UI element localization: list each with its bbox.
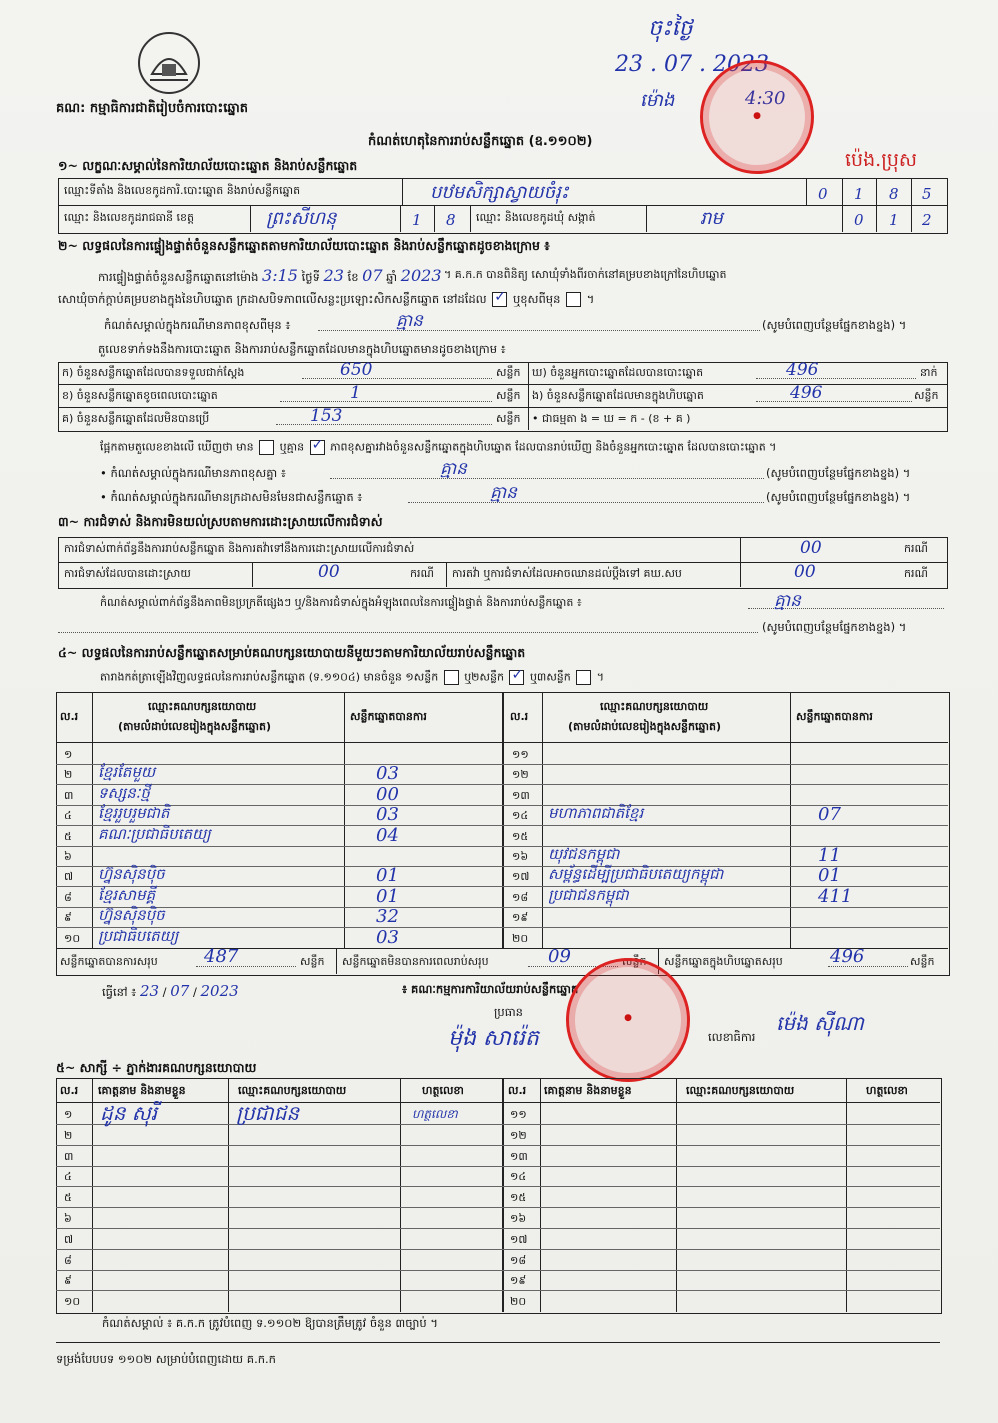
results-no-header-left: ល.រ xyxy=(60,710,79,723)
results-party-votes: 04 xyxy=(376,825,399,846)
three-sheet-label: ឬ៣សន្លឹក xyxy=(529,670,571,684)
witness-row-number: ២ xyxy=(64,1129,73,1142)
total-box-unit: សន្លឹក xyxy=(910,955,935,968)
results-party-name: ខ្មែរតែមួយ xyxy=(98,763,156,781)
total-invalid-value: 09 xyxy=(548,946,571,967)
witness-row-number: ៨ xyxy=(64,1254,72,1267)
witness-row-divider xyxy=(56,1270,940,1271)
results-row-number: ១៣ xyxy=(512,789,530,802)
spoiled-value: 1 xyxy=(350,383,361,403)
witness-row-number: ៧ xyxy=(64,1233,74,1246)
check-day-text: ថ្ងៃទី xyxy=(301,270,320,284)
commune-code-digit-2: 1 xyxy=(889,211,899,229)
province-code-digit-2: 8 xyxy=(446,211,456,229)
check-time-text: ការផ្ទៀងផ្ទាត់ចំនួនសន្លឹកឆ្នោតនៅម៉ោង xyxy=(98,270,259,284)
stamp-time: 4:30 xyxy=(745,88,786,109)
voters-label: ឃ) ចំនួនអ្នកបោះឆ្នោតដែលបានបោះឆ្នោត xyxy=(532,366,704,379)
witness-row-number: ១៤ xyxy=(510,1170,527,1183)
witness-row-divider xyxy=(56,1186,940,1187)
results-row-number: ៤ xyxy=(64,809,72,822)
irregularities-label: កំណត់សម្គាល់ពាក់ព័ន្ធនឹងភាពមិនប្រក្រតីផ្សេងៗ ឬ/និងការជំទាស់ក្នុងអំឡុងពេលនៃការផ្ទៀងផ្ទាត់ និងការរាប់សន្លឹកឆ្នោត ៖ xyxy=(100,596,582,609)
results-party-name: ខ្មែររួបរួមជាតិ xyxy=(98,804,170,822)
results-party-name: មហាភាពជាតិខ្មែរ xyxy=(548,804,644,822)
two-sheet-checkbox[interactable] xyxy=(509,670,524,685)
results-party-votes: 01 xyxy=(376,886,399,907)
witness1-name: ដូន សុរី xyxy=(100,1101,158,1125)
seal-status-text: សោឃុំចាក់ក្ដាប់គម្របខាងក្នុងនៃហិបឆ្នោត ក្រដាសបិទភាពលើសន្លះប្រឡោះសិកសន្លឹកឆ្នោត នៅដដែល xyxy=(58,292,487,306)
stamp-time-label: ម៉ោង xyxy=(640,90,675,111)
results-row-number: ១៤ xyxy=(512,809,529,822)
received-unit: សន្លឹក xyxy=(496,366,521,379)
location-code-digit-1: 0 xyxy=(818,185,828,203)
check-month-text: ខែ xyxy=(347,270,359,284)
witness-row-divider xyxy=(56,1228,940,1229)
stamp-date: 23 . 07 . 2023 xyxy=(615,52,769,77)
official-seal-bottom: ● xyxy=(566,958,690,1082)
official-seal-top: ● xyxy=(700,60,814,174)
three-sheet-checkbox[interactable] xyxy=(576,670,591,685)
formula-note: • ជាធម្មតា ង = ឃ = ក - (ខ + គ ) xyxy=(532,412,691,425)
witness-row-divider xyxy=(56,1166,940,1167)
has-difference-checkbox[interactable] xyxy=(259,440,274,455)
results-party-name: ទស្សនៈថ្មី xyxy=(98,784,150,802)
witness-row-number: ៥ xyxy=(64,1191,72,1204)
results-row-number: ២ xyxy=(64,768,73,781)
witness-party-header-right: ឈ្មោះគណបក្សនយោបាយ xyxy=(686,1084,795,1097)
results-party-votes: 11 xyxy=(818,845,841,866)
commune-code-digit-3: 2 xyxy=(922,211,932,229)
location-code-digit-3: 8 xyxy=(889,185,899,203)
results-row-number: ២០ xyxy=(512,932,529,945)
witness1-party: ប្រជាជន xyxy=(236,1101,300,1125)
total-valid-unit: សន្លឹក xyxy=(300,955,325,968)
commune-label: ឈ្មោះ និងលេខកូដឃុំ សង្កាត់ xyxy=(476,211,596,224)
irregularities-hint: (សូមបំពេញបន្ថែមផ្នែកខាងខ្នង) ។ xyxy=(762,620,907,634)
no-difference-label: ឬគ្មាន xyxy=(279,440,305,454)
witness-sign-header-left: ហត្ថលេខា xyxy=(422,1084,464,1097)
witness-row-number: ១៧ xyxy=(510,1233,528,1246)
results-row-number: ១៧ xyxy=(512,870,530,883)
witness-row-number: ១២ xyxy=(510,1129,527,1142)
check-month: 07 xyxy=(362,266,383,285)
location-code-digit-2: 1 xyxy=(854,185,864,203)
results-row-number: ៣ xyxy=(64,789,74,802)
results-party-name: ខ្មែរសាមគ្គី xyxy=(98,886,156,904)
results-party-votes: 32 xyxy=(376,906,399,927)
section2-title: ២~ លទ្ធផលនៃការផ្ទៀងផ្ទាត់ចំនួនសន្លឹកឆ្នោតតាមការិយាល័យបោះឆ្នោត និងរាប់សន្លឹកឆ្នោតដូចខាងក្រោម ៖ xyxy=(58,238,550,253)
results-row-number: ១២ xyxy=(512,768,529,781)
province-label: ឈ្មោះ និងលេខកូដរាជធានី ខេត្ត xyxy=(64,211,194,224)
irregularities-value: គ្មាន xyxy=(774,591,801,611)
commune-value: រាម xyxy=(700,208,723,229)
results-row-number: ៦ xyxy=(64,850,72,863)
resolved-value: 00 xyxy=(318,562,340,582)
results-party-name: ហ្វ៊ុនស៊ិនប៉ិច xyxy=(98,865,165,883)
witness-row-number: ១១ xyxy=(510,1108,527,1121)
voters-value: 496 xyxy=(786,360,819,380)
in-box-value: 496 xyxy=(790,383,823,403)
resolved-unit: ករណី xyxy=(410,567,434,580)
unused-value: 153 xyxy=(310,406,343,426)
in-box-unit: សន្លឹក xyxy=(914,389,939,402)
emblem-icon xyxy=(140,34,198,92)
section1-title: ១~ លក្ខណៈសម្គាល់នៃការិយាល័យបោះឆ្នោត និងរាប់សន្លឹកឆ្នោត xyxy=(58,158,358,173)
results-sheet-count-line: តារាងកត់ត្រាឡើងវិញលទ្ធផលនៃការរាប់សន្លឹកឆ្នោត (ទ.១១០៤) មានចំនួន ១សន្លឹក ឬ២សន្លឹក ✓ ឬ៣សន្លឹក ។ xyxy=(100,670,604,687)
secretary-label: លេខាធិការ xyxy=(708,1030,756,1044)
results-row-number: ១៦ xyxy=(512,850,529,863)
secretary-signature: ម៉េង ស៊ីណា xyxy=(776,1011,864,1035)
results-row-number: ១៩ xyxy=(512,911,529,924)
witness-no-header-left: ល.រ xyxy=(60,1084,79,1097)
voters-unit: នាក់ xyxy=(920,366,938,379)
form-footer: ទម្រង់បែបបទ ១១០២ សម្រាប់បំពេញដោយ គ.ក.ក xyxy=(56,1352,276,1366)
commission-name: គណ: កម្មាធិការជាតិរៀបចំការបោះឆ្នោត xyxy=(56,101,248,116)
results-party-header-left: ឈ្មោះគណបក្សនយោបាយ xyxy=(148,700,257,713)
check-year: 2023 xyxy=(400,266,442,285)
total-invalid-label: សន្លឹកឆ្នោតមិនបានការពេលរាប់សរុប xyxy=(342,955,489,968)
results-party-votes: 01 xyxy=(376,865,399,886)
witness-sign-header-right: ហត្ថលេខា xyxy=(866,1084,908,1097)
made-on-year: 2023 xyxy=(200,982,239,1000)
results-row-divider xyxy=(502,927,948,928)
results-party-votes: 00 xyxy=(376,784,399,805)
location-value: បឋមសិក្សាស្វាយចំរុះ xyxy=(430,182,569,203)
note2-hint: (សូមបំពេញបន្ថែមផ្នែកខាងខ្នង) ។ xyxy=(766,466,911,480)
province-code-digit-1: 1 xyxy=(412,211,422,229)
seal-status-line: សោឃុំចាក់ក្ដាប់គម្របខាងក្នុងនៃហិបឆ្នោត ក្រដាសបិទភាពលើសន្លះប្រឡោះសិកសន្លឹកឆ្នោត នៅដដែល ✓ ឬខុសពីមុន ។ xyxy=(58,292,594,309)
location-label: ឈ្មោះទីតាំង និងលេខកូដការិ.បោះឆ្នោត និងរាប់សន្លឹកឆ្នោត xyxy=(64,184,301,197)
emblem-logo xyxy=(138,32,200,94)
witness-row-divider xyxy=(56,1124,940,1125)
check-day: 23 xyxy=(323,266,344,285)
witness-row-divider xyxy=(56,1145,940,1146)
difference-text-c: ភាពខុសគ្នារវាងចំនួនសន្លឹកឆ្នោតក្នុងហិបឆ្នោត ដែលបានរាប់ឃើញ និងចំនួនអ្នកបោះឆ្នោត ដែលបានបោះឆ្នោត ។ xyxy=(330,440,777,454)
total-invalid-unit: សន្លឹក xyxy=(622,955,647,968)
results-votes-header-right: សន្លឹកឆ្នោតបានការ xyxy=(796,710,873,723)
objections-label: ការជំទាស់ពាក់ព័ន្ធនឹងការរាប់សន្លឹកឆ្នោត និងការតវ៉ាទៅនឹងការដោះស្រាយលើការជំទាស់ xyxy=(64,542,415,555)
made-on-line: ធ្វើនៅ ៖ 23 / 07 / 2023 xyxy=(102,982,239,1000)
results-party-subheader-left: (តាមលំដាប់លេខរៀងក្នុងសន្លឹកឆ្នោត) xyxy=(118,720,271,733)
note2-value: គ្មាន xyxy=(440,459,467,479)
stamp-received-label: ចុះថ្ងៃ xyxy=(648,16,693,41)
results-party-votes: 01 xyxy=(818,865,841,886)
witness-row-number: ១៣ xyxy=(510,1150,528,1163)
resolved-label: ការជំទាស់ដែលបានដោះស្រាយ xyxy=(64,567,191,580)
in-box-label: ង) ចំនួនសន្លឹកឆ្នោតដែលមានក្នុងហិបឆ្នោត xyxy=(532,389,704,402)
witness-row-number: ៤ xyxy=(64,1170,72,1183)
witness1-signature: ហត្ថលេខា xyxy=(412,1107,458,1121)
results-row-number: ១១ xyxy=(512,748,529,761)
results-row-number: ១៨ xyxy=(512,891,529,904)
unused-unit: សន្លឹក xyxy=(496,412,521,425)
witness-no-header-right: ល.រ xyxy=(508,1084,527,1097)
total-valid-label: សន្លឹកឆ្នោតបានការសរុប xyxy=(60,955,158,968)
results-party-name: ប្រជាជនកម្ពុជា xyxy=(548,886,629,904)
check-year-text: ឆ្នាំ xyxy=(386,270,398,284)
witness-row-number: ៣ xyxy=(64,1150,74,1163)
note1-value: គ្មាន xyxy=(396,311,423,331)
results-party-name: ហ្វ៊ុនស៊ិនប៉ិច xyxy=(98,906,165,924)
witness-party-header-left: ឈ្មោះគណបក្សនយោបាយ xyxy=(238,1084,347,1097)
chair-signature: ម៉ុង សារ៉េត xyxy=(448,1026,539,1051)
commune-code-digit-1: 0 xyxy=(854,211,864,229)
unused-label: គ) ចំនួនសន្លឹកឆ្នោតដែលមិនបានប្រើ xyxy=(62,412,210,425)
witness-row-number: ១៥ xyxy=(510,1191,527,1204)
total-box-label: សន្លឹកឆ្នោតក្នុងហិបឆ្នោតសរុប xyxy=(664,955,783,968)
witness-row-number: ១៦ xyxy=(510,1212,527,1225)
footnote: កំណត់សម្គាល់ ៖ គ.ក.ក ត្រូវបំពេញ ទ.១១០២ ឱ្យបានត្រឹមត្រូវ ចំនួន ៣ច្បាប់ ។ xyxy=(102,1316,438,1330)
results-row-divider xyxy=(502,764,948,765)
results-no-header-right: ល.រ xyxy=(510,710,529,723)
spoiled-unit: សន្លឹក xyxy=(496,389,521,402)
one-sheet-checkbox[interactable] xyxy=(444,670,459,685)
results-row-number: ១០ xyxy=(64,932,81,945)
witness-row-number: ១ xyxy=(64,1108,73,1121)
witness-row-number: ១៨ xyxy=(510,1254,527,1267)
witness-name-header-right: គោត្តនាម និងនាមខ្លួន xyxy=(544,1084,632,1097)
made-on-month: 07 xyxy=(170,982,190,1000)
witness-row-divider xyxy=(56,1290,940,1291)
witness-row-divider xyxy=(56,1249,940,1250)
note3-value: គ្មាន xyxy=(490,483,517,503)
spoiled-label: ខ) ចំនួនសន្លឹកឆ្នោតខូចពេលបោះឆ្នោត xyxy=(62,389,218,402)
appeal-value: 00 xyxy=(794,562,816,582)
results-party-subheader-right: (តាមលំដាប់លេខរៀងក្នុងសន្លឹកឆ្នោត) xyxy=(568,720,721,733)
witness-name-header-left: គោត្តនាម និងនាមខ្លួន xyxy=(98,1084,186,1097)
check-time: 3:15 xyxy=(262,266,298,285)
figures-intro: តួលេខទាក់ទងនឹងការបោះឆ្នោត និងការរាប់សន្លឹកឆ្នោតដែលមានក្នុងហិបឆ្នោតមានដូចខាងក្រោម ៖ xyxy=(98,342,506,356)
results-party-votes: 411 xyxy=(818,886,853,907)
objections-value: 00 xyxy=(800,538,822,558)
results-party-name: ប្រជាធិបតេយ្យ xyxy=(98,927,179,945)
results-party-header-right: ឈ្មោះគណបក្សនយោបាយ xyxy=(600,700,709,713)
results-row-number: ១៥ xyxy=(512,830,529,843)
results-row-number: ៨ xyxy=(64,891,72,904)
received-label: ក) ចំនួនសន្លឹកឆ្នោតដែលបានទទួលជាក់ស្ដែង xyxy=(62,366,245,379)
sheet-count-text: តារាងកត់ត្រាឡើងវិញលទ្ធផលនៃការរាប់សន្លឹកឆ្នោត (ទ.១១០៤) មានចំនួន ១សន្លឹក xyxy=(100,670,439,684)
chair-label: ប្រធាន xyxy=(494,1005,523,1019)
no-difference-checkbox[interactable] xyxy=(310,440,325,455)
section4-title: ៤~ លទ្ធផលនៃការរាប់សន្លឹកឆ្នោតសម្រាប់គណបក្សនយោបាយនីមួយៗតាមការិយាល័យរាប់សន្លឹកឆ្នោត xyxy=(58,645,526,660)
appeal-unit: ករណី xyxy=(904,567,928,580)
results-party-votes: 03 xyxy=(376,927,399,948)
two-sheet-label: ឬ២សន្លឹក xyxy=(464,670,504,684)
different-checkbox[interactable] xyxy=(566,292,581,307)
province-value: ព្រះសីហនុ xyxy=(266,208,337,229)
note1-hint: (សូមបំពេញបន្ថែមផ្នែកខាងខ្នង) ។ xyxy=(762,318,907,332)
witness-row-number: ៩ xyxy=(64,1274,72,1287)
form-title: កំណត់ហេតុនៃការរាប់សន្លឹកឆ្នោត (ឧ.១១០២) xyxy=(368,134,593,149)
witness-row-number: ២០ xyxy=(510,1295,527,1308)
made-on-label: ធ្វើនៅ xyxy=(102,985,128,999)
results-party-votes: 07 xyxy=(818,804,841,825)
difference-line xyxy=(100,440,776,457)
section5-title: ៥~ សាក្សី ÷ ភ្នាក់ងារគណបក្សនយោបាយ xyxy=(56,1060,257,1075)
results-party-name: យុវជនកម្ពុជា xyxy=(548,845,620,863)
signers-label: ៖ គណៈកម្មការការិយាល័យរាប់សន្លឹកឆ្នោត xyxy=(402,982,579,996)
results-row-number: ៧ xyxy=(64,870,74,883)
made-on-day: 23 xyxy=(139,982,160,1000)
witness-table xyxy=(56,1078,942,1314)
results-party-name: គណៈប្រជាធិបតេយ្យ xyxy=(98,825,211,843)
witness-row-number: ៦ xyxy=(64,1212,72,1225)
check-time-line xyxy=(98,266,442,287)
results-row-number: ១ xyxy=(64,748,73,761)
note3-hint: (សូមបំពេញបន្ថែមផ្នែកខាងខ្នង) ។ xyxy=(766,490,911,504)
difference-text-a: ផ្អែកតាមតួលេខខាងលើ ឃើញថា មាន xyxy=(100,440,254,454)
seal-check-text: ។ គ.ក.ក បានពិនិត្យ សោឃុំទាំងពីរចាក់នៅគម្របខាងក្រៅនៃហិបឆ្នោត xyxy=(444,268,727,281)
results-party-name: សម្ព័ន្ធដើម្បីប្រជាធិបតេយ្យកម្ពុជា xyxy=(548,865,724,883)
results-votes-header-left: សន្លឹកឆ្នោតបានការ xyxy=(350,710,427,723)
total-box-value: 496 xyxy=(830,946,865,967)
note3-label: • កំណត់សម្គាល់ក្នុងករណីមានក្រដាសមិនមែនជាសន្លឹកឆ្នោត ៖ xyxy=(100,490,363,504)
witness-row-divider xyxy=(56,1207,940,1208)
results-party-votes: 03 xyxy=(376,804,399,825)
total-valid-value: 487 xyxy=(204,946,239,967)
results-party-votes: 03 xyxy=(376,763,399,784)
witness-row-number: ១៩ xyxy=(510,1274,527,1287)
section3-title: ៣~ ការជំទាស់ និងការមិនយល់ស្របតាមការដោះស្រាយលើការជំទាស់ xyxy=(58,514,383,529)
note2-label: • កំណត់សម្គាល់ក្នុងករណីមានភាពខុសគ្នា ៖ xyxy=(100,466,286,480)
results-row-number: ៥ xyxy=(64,830,72,843)
stamp-signer-name: ប៉េង.ប្រុស xyxy=(845,149,918,171)
note1-label: កំណត់សម្គាល់ក្នុងករណីមានភាពខុសពីមុន ៖ xyxy=(104,318,291,332)
received-value: 650 xyxy=(340,360,373,380)
different-option-label: ឬខុសពីមុន xyxy=(512,292,561,306)
witness-row-number: ១០ xyxy=(64,1295,81,1308)
results-row-divider xyxy=(502,784,948,785)
results-row-number: ៩ xyxy=(64,911,72,924)
location-code-digit-4: 5 xyxy=(922,185,932,203)
objections-unit: ករណី xyxy=(904,542,928,555)
same-checkbox[interactable] xyxy=(492,292,507,307)
appeal-label: ការតវ៉ា ឬការជំទាស់ដែលអាចឈានដល់ប្ដឹងទៅ គឃ.សប xyxy=(452,567,682,580)
